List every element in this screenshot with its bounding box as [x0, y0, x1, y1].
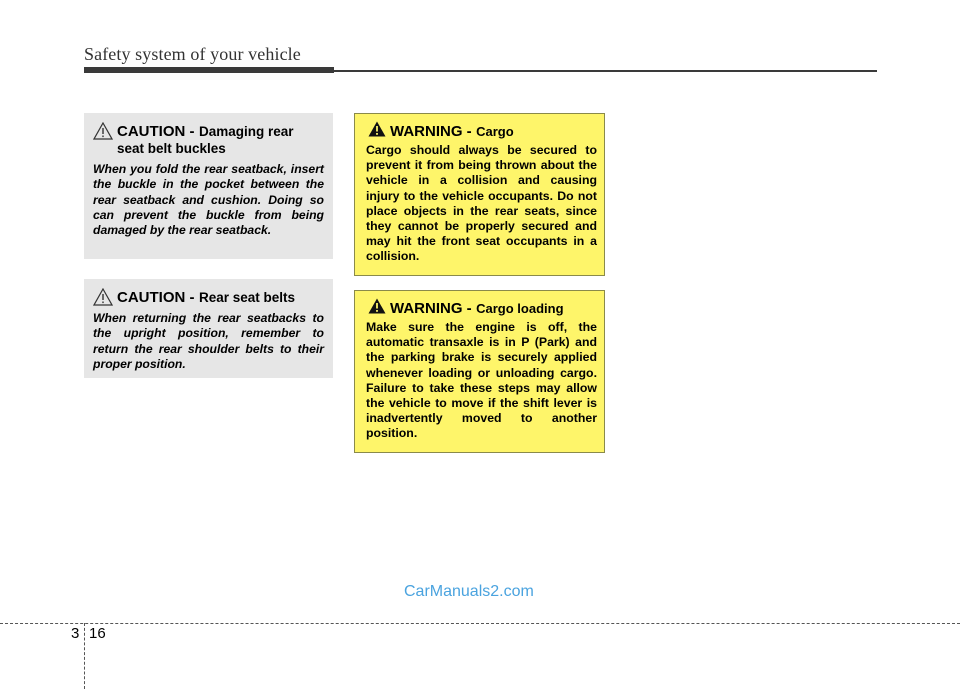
page-header-title: Safety system of your vehicle — [84, 44, 301, 64]
caution-keyword: CAUTION - — [117, 289, 195, 306]
watermark-link[interactable]: CarManuals2.com — [404, 583, 534, 600]
warning-heading — [366, 123, 597, 141]
page-number: 16 — [89, 625, 106, 642]
warning-box-cargo — [354, 113, 605, 276]
caution-keyword: CAUTION - — [117, 123, 195, 140]
warning-subject: Cargo loading — [476, 301, 564, 316]
warning-keyword: WARNING - — [390, 123, 472, 140]
footer-rule — [0, 623, 960, 624]
warning-keyword: WARNING - — [390, 300, 472, 317]
caution-triangle-icon — [93, 122, 113, 140]
footer-divider — [84, 623, 85, 689]
caution-heading — [93, 289, 324, 306]
warning-subject: Cargo — [476, 124, 514, 139]
caution-triangle-icon — [93, 288, 113, 306]
caution-subject: Rear seat belts — [198, 290, 296, 305]
warning-heading — [366, 300, 597, 318]
caution-box-rear-seat-belts — [84, 279, 333, 378]
caution-body: When returning the rear seatbacks to the upright position, remember to return the rear shoulder belts to their proper position. — [93, 311, 324, 371]
caution-subject: Damaging rear seat belt buckles — [117, 124, 294, 156]
caution-heading — [93, 123, 324, 157]
warning-body: Make sure the engine is off, the automatic transaxle is in P (Park) and the parking brake is securely applied whenever loading or unloading cargo. Failure to take these steps may allow the vehicle to move if the shift lever is inadvertently moved to another position. — [366, 320, 597, 441]
warning-triangle-icon — [368, 298, 386, 314]
warning-body: Cargo should always be secured to prevent it from being thrown about the vehicle in a collision and causing injury to the vehicle occupants. Do not place objects in the rear seats, since they cannot be properly secured and may hit the front seat occupants in a collision. — [366, 143, 597, 264]
header-rule — [84, 70, 877, 72]
caution-body: When you fold the rear seatback, insert the buckle in the pocket between the rear seatback and cushion. Doing so can prevent the buckle from being damaged by the rear seatback. — [93, 162, 324, 238]
warning-triangle-icon — [368, 121, 386, 137]
warning-box-cargo-loading — [354, 290, 605, 453]
chapter-number: 3 — [71, 625, 80, 642]
caution-box-seat-belt-buckles — [84, 113, 333, 259]
